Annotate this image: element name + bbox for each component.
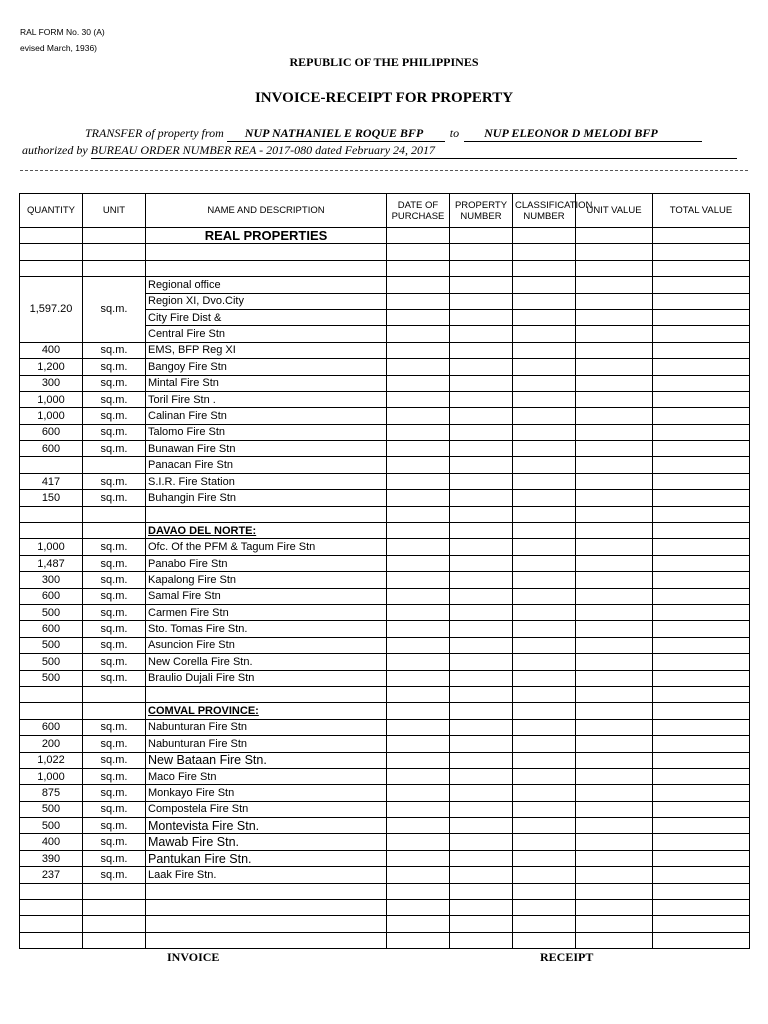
- table-row: [20, 621, 750, 637]
- row-unit: sq.m.: [83, 539, 146, 555]
- col-classification-number: CLASSIFICATION NUMBER: [513, 194, 576, 228]
- table-row: [20, 637, 750, 653]
- row-unit: sq.m.: [83, 850, 146, 866]
- dashed-divider: [20, 170, 748, 171]
- row-description: Maco Fire Stn: [146, 768, 387, 784]
- row-description: Carmen Fire Stn: [146, 604, 387, 620]
- form-number: RAL FORM No. 30 (A): [20, 27, 105, 37]
- row-unit: sq.m.: [83, 818, 146, 834]
- row-unit: sq.m.: [83, 834, 146, 850]
- row-description: Braulio Dujali Fire Stn: [146, 670, 387, 686]
- property-table: [19, 193, 750, 949]
- row-quantity: 1,487: [20, 555, 83, 571]
- row-description: Calinan Fire Stn: [146, 408, 387, 424]
- table-row: [20, 457, 750, 473]
- row-description: Panacan Fire Stn: [146, 457, 387, 473]
- row-quantity: 600: [20, 441, 83, 457]
- table-row: [20, 539, 750, 555]
- row-description: S.I.R. Fire Station: [146, 473, 387, 489]
- row-description: Ofc. Of the PFM & Tagum Fire Stn: [146, 539, 387, 555]
- col-unit-value: UNIT VALUE: [576, 194, 653, 228]
- row-unit: sq.m.: [83, 785, 146, 801]
- table-row: [20, 834, 750, 850]
- row-unit: sq.m.: [83, 572, 146, 588]
- row-unit: sq.m.: [83, 621, 146, 637]
- regional-line: Region XI, Dvo.City: [146, 293, 387, 309]
- section-davao-del-norte: DAVAO DEL NORTE:: [146, 523, 387, 539]
- authorized-value: BUREAU ORDER NUMBER REA - 2017-080 dated February 24, 2017: [91, 143, 737, 159]
- row-description: Nabunturan Fire Stn: [146, 736, 387, 752]
- table-row: [20, 391, 750, 407]
- table-row: [20, 768, 750, 784]
- row-unit: sq.m.: [83, 588, 146, 604]
- col-unit: UNIT: [83, 194, 146, 228]
- row-quantity: 600: [20, 588, 83, 604]
- row-quantity: 300: [20, 375, 83, 391]
- table-row: [20, 850, 750, 866]
- regional-unit: sq.m.: [83, 277, 146, 343]
- table-row: [20, 375, 750, 391]
- row-unit: sq.m.: [83, 424, 146, 440]
- row-quantity: 500: [20, 654, 83, 670]
- table-row: [20, 818, 750, 834]
- table-row: [20, 785, 750, 801]
- blank-row: [20, 932, 750, 948]
- to-label: to: [449, 126, 460, 140]
- row-description: Bangoy Fire Stn: [146, 359, 387, 375]
- table-row: [20, 342, 750, 358]
- row-unit: sq.m.: [83, 736, 146, 752]
- row-description: Talomo Fire Stn: [146, 424, 387, 440]
- row-description: Laak Fire Stn.: [146, 867, 387, 883]
- row-description: Bunawan Fire Stn: [146, 441, 387, 457]
- row-quantity: 200: [20, 736, 83, 752]
- blank-row: [20, 506, 750, 522]
- section-row: [20, 523, 750, 539]
- table-row: [20, 801, 750, 817]
- receipt-label: RECEIPT: [540, 950, 594, 964]
- transfer-label: TRANSFER of property from: [85, 126, 224, 140]
- row-unit: sq.m.: [83, 441, 146, 457]
- blank-row: [20, 686, 750, 702]
- row-unit: sq.m.: [83, 654, 146, 670]
- row-quantity: 150: [20, 490, 83, 506]
- row-description: Sto. Tomas Fire Stn.: [146, 621, 387, 637]
- row-unit: sq.m.: [83, 604, 146, 620]
- table-row: [20, 588, 750, 604]
- row-description: New Bataan Fire Stn.: [146, 752, 387, 768]
- row-quantity: 500: [20, 818, 83, 834]
- row-description: Compostela Fire Stn: [146, 801, 387, 817]
- row-description: Samal Fire Stn: [146, 588, 387, 604]
- row-description: Nabunturan Fire Stn: [146, 719, 387, 735]
- row-description: Pantukan Fire Stn.: [146, 850, 387, 866]
- republic-heading: REPUBLIC OF THE PHILIPPINES: [289, 55, 479, 69]
- row-quantity: 1,200: [20, 359, 83, 375]
- col-quantity: QUANTITY: [20, 194, 83, 228]
- blank-row: [20, 883, 750, 899]
- blank-row: [20, 900, 750, 916]
- row-quantity: 600: [20, 719, 83, 735]
- table-row: [20, 604, 750, 620]
- table-row: [20, 277, 750, 293]
- table-row: [20, 670, 750, 686]
- row-quantity: 417: [20, 473, 83, 489]
- table-header-row: [20, 194, 750, 228]
- row-unit: sq.m.: [83, 408, 146, 424]
- row-unit: sq.m.: [83, 375, 146, 391]
- row-quantity: 500: [20, 637, 83, 653]
- row-unit: sq.m.: [83, 637, 146, 653]
- row-unit: sq.m.: [83, 359, 146, 375]
- row-quantity: 600: [20, 621, 83, 637]
- row-quantity: 500: [20, 604, 83, 620]
- row-description: Buhangin Fire Stn: [146, 490, 387, 506]
- row-description: Montevista Fire Stn.: [146, 818, 387, 834]
- row-unit: sq.m.: [83, 670, 146, 686]
- row-quantity: 237: [20, 867, 83, 883]
- table-row: [20, 867, 750, 883]
- row-description: EMS, BFP Reg XI: [146, 342, 387, 358]
- row-unit: sq.m.: [83, 490, 146, 506]
- row-quantity: 1,000: [20, 391, 83, 407]
- row-unit: sq.m.: [83, 867, 146, 883]
- row-description: Kapalong Fire Stn: [146, 572, 387, 588]
- table-row: [20, 572, 750, 588]
- row-unit: sq.m.: [83, 555, 146, 571]
- to-name: NUP ELEONOR D MELODI BFP: [464, 126, 702, 142]
- row-unit: sq.m.: [83, 752, 146, 768]
- col-date-of-purchase: DATE OF PURCHASE: [387, 194, 450, 228]
- row-unit: sq.m.: [83, 473, 146, 489]
- table-row: [20, 424, 750, 440]
- col-total-value: TOTAL VALUE: [653, 194, 750, 228]
- row-quantity: 1,000: [20, 408, 83, 424]
- row-unit: [83, 457, 146, 473]
- row-quantity: 400: [20, 834, 83, 850]
- row-description: Asuncion Fire Stn: [146, 637, 387, 653]
- authorized-label: authorized by: [22, 143, 88, 157]
- invoice-label: INVOICE: [167, 950, 220, 964]
- regional-line: Regional office: [146, 277, 387, 293]
- authorized-line: [22, 143, 737, 159]
- row-description: Mintal Fire Stn: [146, 375, 387, 391]
- row-quantity: 500: [20, 670, 83, 686]
- row-description: Toril Fire Stn .: [146, 391, 387, 407]
- row-quantity: 1,000: [20, 539, 83, 555]
- table-row: [20, 490, 750, 506]
- table-row: [20, 719, 750, 735]
- table-row: [20, 555, 750, 571]
- row-quantity: 1,022: [20, 752, 83, 768]
- table-row: [20, 736, 750, 752]
- transfer-line: [85, 126, 702, 142]
- table-row: [20, 441, 750, 457]
- page-title: INVOICE-RECEIPT FOR PROPERTY: [254, 90, 514, 106]
- row-quantity: 390: [20, 850, 83, 866]
- row-unit: sq.m.: [83, 768, 146, 784]
- row-quantity: 400: [20, 342, 83, 358]
- row-quantity: 600: [20, 424, 83, 440]
- blank-row: [20, 916, 750, 932]
- row-description: Panabo Fire Stn: [146, 555, 387, 571]
- section-row: [20, 703, 750, 719]
- section-real-properties: REAL PROPERTIES: [146, 228, 387, 244]
- table-row: [20, 359, 750, 375]
- row-unit: sq.m.: [83, 391, 146, 407]
- col-property-number: PROPERTY NUMBER: [450, 194, 513, 228]
- row-unit: sq.m.: [83, 719, 146, 735]
- from-name: NUP NATHANIEL E ROQUE BFP: [227, 126, 445, 142]
- form-revision: evised March, 1936): [20, 43, 98, 53]
- row-quantity: [20, 457, 83, 473]
- col-name-description: NAME AND DESCRIPTION: [146, 194, 387, 228]
- row-description: New Corella Fire Stn.: [146, 654, 387, 670]
- section-comval-province: COMVAL PROVINCE:: [146, 703, 387, 719]
- table-row: [20, 408, 750, 424]
- blank-row: [20, 244, 750, 260]
- row-unit: sq.m.: [83, 342, 146, 358]
- regional-line: Central Fire Stn: [146, 326, 387, 342]
- row-description: Mawab Fire Stn.: [146, 834, 387, 850]
- table-row: [20, 473, 750, 489]
- regional-qty: 1,597.20: [20, 277, 83, 343]
- row-quantity: 875: [20, 785, 83, 801]
- row-quantity: 300: [20, 572, 83, 588]
- table-row: [20, 654, 750, 670]
- blank-row: [20, 260, 750, 276]
- row-quantity: 1,000: [20, 768, 83, 784]
- row-description: Monkayo Fire Stn: [146, 785, 387, 801]
- row-quantity: 500: [20, 801, 83, 817]
- row-unit: sq.m.: [83, 801, 146, 817]
- table-row: [20, 752, 750, 768]
- section-row: [20, 228, 750, 244]
- regional-line: City Fire Dist &: [146, 309, 387, 325]
